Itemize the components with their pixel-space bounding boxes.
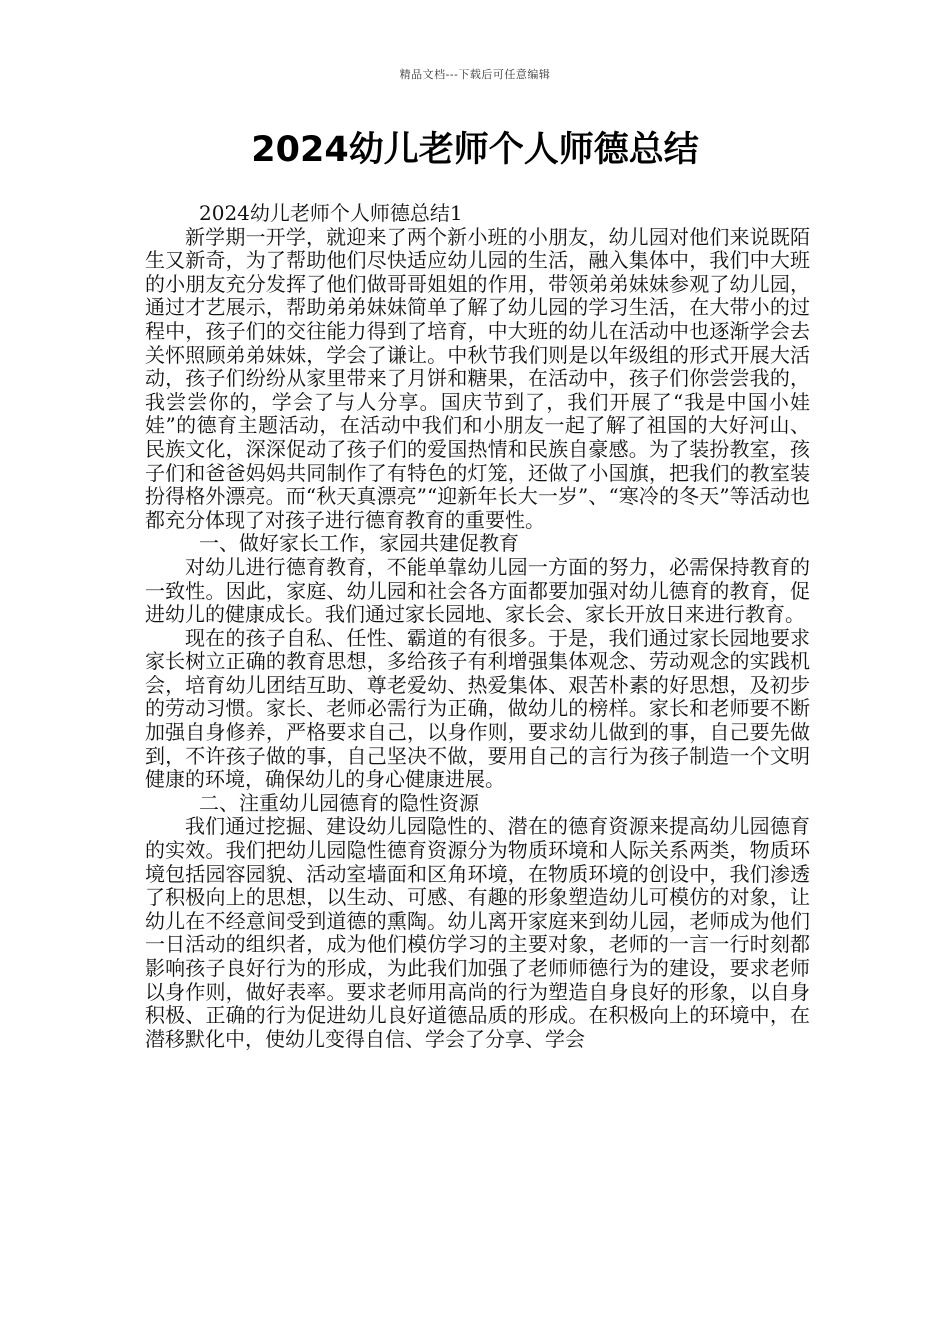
section-heading-1: 一、做好家长工作，家园共建促教育 — [199, 531, 519, 556]
body-paragraph: 新学期一开学，就迎来了两个新小班的小朋友，幼儿园对他们来说既陌生又新奇，为了帮助他们尽快适应幼儿园的生活，融入集体中，我们中大班的小朋友充分发挥了他们做哥哥姐姐的作用，带领弟弟妹妹参观了幼儿园，通过才艺展示，帮助弟弟妹妹简单了解了幼儿园的学习生活，在大带小的过程中，孩子们的交往能力得到了培育，中大班的幼儿在活动中也逐渐学会去关怀照顾弟弟妹妹，学会了谦让。中秋节我们则是以年级组的形式开展大活动，孩子们纷纷从家里带来了月饼和糖果，在活动中，孩子们你尝尝我的，我尝尝你的，学会了与人分享。国庆节到了，我们开展了“我是中国小娃娃”的德育主题活动，在活动中我们和小朋友一起了解了祖国的大好河山、民族文化，深深促动了孩子们的爱国热情和民族自豪感。为了装扮教室，孩子们和爸爸妈妈共同制作了有特色的灯笼，还做了小国旗，把我们的教室装扮得格外漂亮。而“秋天真漂亮”“迎新年长大一岁”、“寒冷的冬天”等活动也都充分体现了对孩子进行德育教育的重要性。 — [145, 224, 810, 532]
body-paragraph: 我们通过挖掘、建设幼儿园隐性的、潜在的德育资源来提高幼儿园德育的实效。我们把幼儿园隐性德育资源分为物质环境和人际关系两类，物质环境包括园容园貌、活动室墙面和区角环境，在物质环境的创设中，我们渗透了积极向上的思想，以生动、可感、有趣的形象塑造幼儿可模仿的对象，让幼儿在不经意间受到道德的熏陶。幼儿离开家庭来到幼儿园，老师成为他们一日活动的组织者，成为他们模仿学习的主要对象，老师的一言一行时刻都影响孩子良好行为的形成，为此我们加强了老师师德行为的建设，要求老师以身作则，做好表率。要求老师用高尚的行为塑造自身良好的形象，以自身积极、正确的行为促进幼儿良好道德品质的形成。在积极向上的环境中，在潜移默化中，使幼儿变得自信、学会了分享、学会 — [145, 814, 810, 1051]
body-paragraph: 现在的孩子自私、任性、霸道的有很多。于是，我们通过家长园地要求家长树立正确的教育思想，多给孩子有利增强集体观念、劳动观念的实践机会，培育幼儿团结互助、尊老爱幼、热爱集体、艰苦朴素的好思想，及初步的劳动习惯。家长、老师必需行为正确，做幼儿的榜样。家长和老师要不断加强自身修养，严格要求自己，以身作则，要求幼儿做到的事，自己要先做到，不许孩子做的事，自己坚决不做，要用自己的言行为孩子制造一个文明健康的环境，确保幼儿的身心健康进展。 — [145, 625, 810, 792]
page-header-note: 精品文档---下载后可任意编辑 — [399, 68, 551, 81]
document-title: 2024幼儿老师个人师德总结 — [251, 130, 699, 170]
body-paragraph: 对幼儿进行德育教育，不能单靠幼儿园一方面的努力，必需保持教育的一致性。因此，家庭、幼儿园和社会各方面都要加强对幼儿德育的教育，促进幼儿的健康成长。我们通过家长园地、家长会、家长开放日来进行教育。 — [145, 554, 810, 627]
document-body — [145, 202, 810, 1051]
section-heading-2: 二、注重幼儿园德育的隐性资源 — [199, 790, 479, 815]
document-subtitle: 2024幼儿老师个人师德总结1 — [199, 201, 463, 225]
